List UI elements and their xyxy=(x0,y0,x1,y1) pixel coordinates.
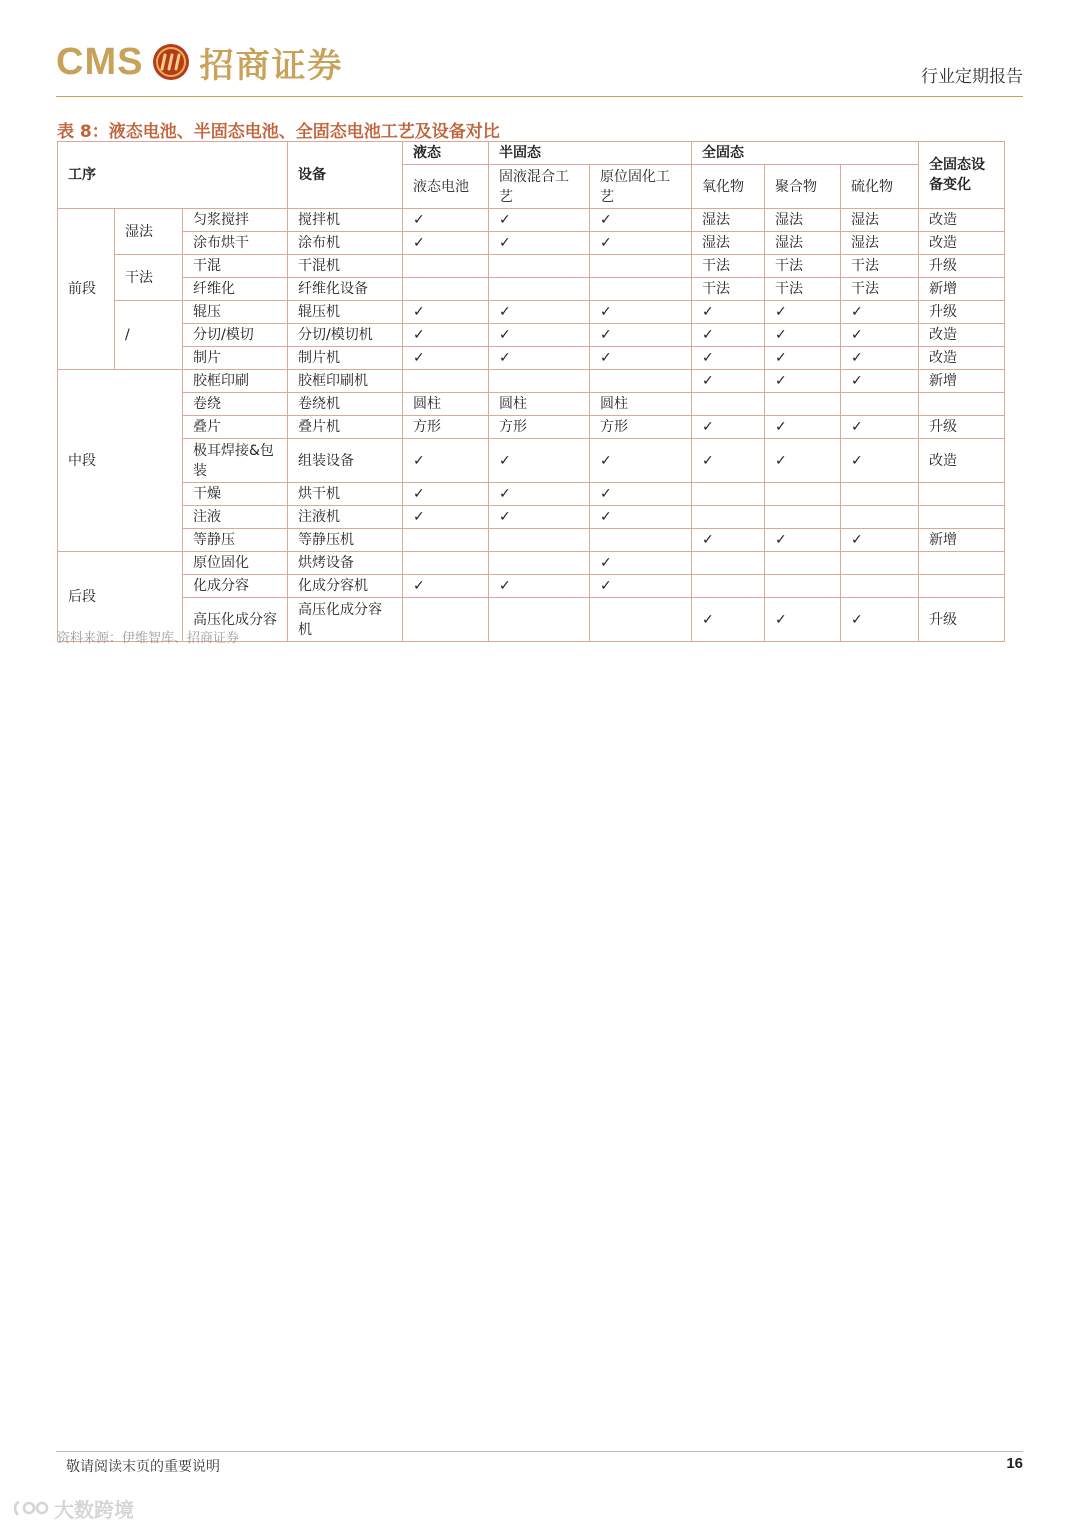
value-cell: ✓ xyxy=(765,529,841,552)
equipment-cell: 化成分容机 xyxy=(288,575,403,598)
value-cell xyxy=(692,552,765,575)
stage-middle: 中段 xyxy=(58,370,183,552)
table-row xyxy=(58,255,1005,278)
footer-disclaimer: 敬请阅读末页的重要说明 xyxy=(66,1459,220,1475)
equipment-cell: 卷绕机 xyxy=(288,393,403,416)
equipment-cell: 高压化成分容机 xyxy=(288,598,403,642)
value-cell: ✓ xyxy=(692,370,765,393)
change-cell: 新增 xyxy=(919,529,1005,552)
value-cell: ✓ xyxy=(841,301,919,324)
page-number: 16 xyxy=(1006,1455,1023,1472)
value-cell: ✓ xyxy=(841,416,919,439)
value-cell xyxy=(489,598,590,642)
method-none: / xyxy=(115,301,183,370)
table-row xyxy=(58,347,1005,370)
value-cell xyxy=(489,278,590,301)
value-cell xyxy=(403,598,489,642)
table-row xyxy=(58,278,1005,301)
value-cell xyxy=(841,552,919,575)
value-cell: ✓ xyxy=(590,552,692,575)
value-cell: ✓ xyxy=(403,232,489,255)
value-cell: ✓ xyxy=(489,483,590,506)
footer-divider xyxy=(56,1451,1023,1452)
value-cell: ✓ xyxy=(765,370,841,393)
method-dry: 干法 xyxy=(115,255,183,301)
value-cell xyxy=(590,255,692,278)
table-row xyxy=(58,324,1005,347)
value-cell xyxy=(489,370,590,393)
value-cell: ✓ xyxy=(692,598,765,642)
value-cell xyxy=(841,506,919,529)
value-cell: ✓ xyxy=(590,209,692,232)
logo-chinese-name: 招商证券 xyxy=(199,45,344,86)
value-cell xyxy=(765,483,841,506)
value-cell: 湿法 xyxy=(692,209,765,232)
value-cell: ✓ xyxy=(403,483,489,506)
equipment-cell: 制片机 xyxy=(288,347,403,370)
value-cell: 圆柱 xyxy=(403,393,489,416)
equipment-cell: 烘烤设备 xyxy=(288,552,403,575)
value-cell: ✓ xyxy=(489,324,590,347)
value-cell: 湿法 xyxy=(765,209,841,232)
process-cell: 纤维化 xyxy=(183,278,288,301)
header-sulfide: 硫化物 xyxy=(841,165,919,209)
value-cell xyxy=(403,370,489,393)
value-cell xyxy=(841,575,919,598)
value-cell: ✓ xyxy=(403,347,489,370)
equipment-cell: 注液机 xyxy=(288,506,403,529)
change-cell xyxy=(919,552,1005,575)
value-cell xyxy=(765,575,841,598)
value-cell: 湿法 xyxy=(841,232,919,255)
value-cell: ✓ xyxy=(841,598,919,642)
value-cell xyxy=(841,483,919,506)
value-cell xyxy=(590,529,692,552)
header-liquid: 液态 xyxy=(403,142,489,165)
value-cell: ✓ xyxy=(841,529,919,552)
comparison-table xyxy=(57,141,1005,642)
value-cell: ✓ xyxy=(489,575,590,598)
table-row xyxy=(58,232,1005,255)
value-cell: ✓ xyxy=(765,301,841,324)
equipment-cell: 辊压机 xyxy=(288,301,403,324)
value-cell xyxy=(403,552,489,575)
table-row xyxy=(58,529,1005,552)
change-cell xyxy=(919,393,1005,416)
table-source: 资料来源：伊维智库、招商证券 xyxy=(57,631,240,646)
equipment-cell: 搅拌机 xyxy=(288,209,403,232)
change-cell: 改造 xyxy=(919,324,1005,347)
process-cell: 涂布烘干 xyxy=(183,232,288,255)
value-cell: 湿法 xyxy=(765,232,841,255)
equipment-cell: 胶框印刷机 xyxy=(288,370,403,393)
value-cell xyxy=(489,552,590,575)
value-cell: ✓ xyxy=(590,575,692,598)
value-cell xyxy=(765,393,841,416)
value-cell: ✓ xyxy=(489,506,590,529)
value-cell: ✓ xyxy=(841,370,919,393)
process-cell: 匀浆搅拌 xyxy=(183,209,288,232)
value-cell: 干法 xyxy=(692,278,765,301)
value-cell: ✓ xyxy=(489,209,590,232)
table-row xyxy=(58,209,1005,232)
value-cell: 干法 xyxy=(841,278,919,301)
value-cell: ✓ xyxy=(841,324,919,347)
value-cell: 干法 xyxy=(765,255,841,278)
value-cell: ✓ xyxy=(489,232,590,255)
process-cell: 叠片 xyxy=(183,416,288,439)
value-cell xyxy=(841,393,919,416)
value-cell xyxy=(489,255,590,278)
value-cell: ✓ xyxy=(590,439,692,483)
table-title: 表 8：液态电池、半固态电池、全固态电池工艺及设备对比 xyxy=(57,122,500,142)
value-cell: ✓ xyxy=(489,439,590,483)
watermark-text: 大数跨境 xyxy=(54,1498,134,1522)
value-cell: ✓ xyxy=(692,347,765,370)
value-cell: ✓ xyxy=(403,506,489,529)
change-cell: 升级 xyxy=(919,598,1005,642)
process-cell: 胶框印刷 xyxy=(183,370,288,393)
header-all-solid: 全固态 xyxy=(692,142,919,165)
value-cell: ✓ xyxy=(692,301,765,324)
table-row xyxy=(58,439,1005,483)
stage-back: 后段 xyxy=(58,552,183,642)
process-cell: 分切/模切 xyxy=(183,324,288,347)
value-cell xyxy=(489,529,590,552)
header-liquid-battery: 液态电池 xyxy=(403,165,489,209)
value-cell: ✓ xyxy=(692,439,765,483)
value-cell: 方形 xyxy=(403,416,489,439)
change-cell: 升级 xyxy=(919,301,1005,324)
value-cell: ✓ xyxy=(765,324,841,347)
value-cell: ✓ xyxy=(590,301,692,324)
equipment-cell: 叠片机 xyxy=(288,416,403,439)
value-cell xyxy=(403,255,489,278)
process-cell: 干混 xyxy=(183,255,288,278)
stage-front: 前段 xyxy=(58,209,115,370)
value-cell: 湿法 xyxy=(692,232,765,255)
value-cell: ✓ xyxy=(590,506,692,529)
equipment-cell: 纤维化设备 xyxy=(288,278,403,301)
value-cell: ✓ xyxy=(489,347,590,370)
process-cell: 卷绕 xyxy=(183,393,288,416)
logo-emblem-icon xyxy=(151,42,191,82)
change-cell xyxy=(919,506,1005,529)
equipment-cell: 干混机 xyxy=(288,255,403,278)
change-cell: 新增 xyxy=(919,278,1005,301)
value-cell: ✓ xyxy=(692,324,765,347)
value-cell: 圆柱 xyxy=(590,393,692,416)
table-row xyxy=(58,506,1005,529)
equipment-cell: 等静压机 xyxy=(288,529,403,552)
change-cell: 升级 xyxy=(919,416,1005,439)
change-cell: 改造 xyxy=(919,209,1005,232)
process-cell: 等静压 xyxy=(183,529,288,552)
value-cell: ✓ xyxy=(403,209,489,232)
value-cell: ✓ xyxy=(765,598,841,642)
table-row xyxy=(58,575,1005,598)
logo-text: CMS xyxy=(56,40,144,83)
process-cell: 辊压 xyxy=(183,301,288,324)
change-cell xyxy=(919,483,1005,506)
value-cell: ✓ xyxy=(489,301,590,324)
process-cell: 极耳焊接&包装 xyxy=(183,439,288,483)
header-equipment: 设备 xyxy=(288,142,403,209)
value-cell xyxy=(692,393,765,416)
value-cell: 湿法 xyxy=(841,209,919,232)
report-type: 行业定期报告 xyxy=(921,67,1023,87)
value-cell xyxy=(765,506,841,529)
header-divider xyxy=(56,96,1023,97)
value-cell: 干法 xyxy=(765,278,841,301)
value-cell: ✓ xyxy=(403,301,489,324)
value-cell: 圆柱 xyxy=(489,393,590,416)
table-row xyxy=(58,416,1005,439)
value-cell: ✓ xyxy=(403,575,489,598)
table-row xyxy=(58,552,1005,575)
change-cell xyxy=(919,575,1005,598)
value-cell xyxy=(590,370,692,393)
process-cell: 干燥 xyxy=(183,483,288,506)
value-cell: ✓ xyxy=(590,483,692,506)
header-equipment-change: 全固态设备变化 xyxy=(919,142,1005,209)
value-cell xyxy=(692,506,765,529)
value-cell: 方形 xyxy=(489,416,590,439)
value-cell xyxy=(403,278,489,301)
value-cell: 干法 xyxy=(841,255,919,278)
value-cell: ✓ xyxy=(765,439,841,483)
change-cell: 改造 xyxy=(919,347,1005,370)
process-cell: 原位固化 xyxy=(183,552,288,575)
header-process: 工序 xyxy=(58,142,288,209)
value-cell xyxy=(590,598,692,642)
watermark xyxy=(12,1494,134,1523)
value-cell xyxy=(403,529,489,552)
value-cell xyxy=(692,483,765,506)
method-wet: 湿法 xyxy=(115,209,183,255)
equipment-cell: 烘干机 xyxy=(288,483,403,506)
change-cell: 升级 xyxy=(919,255,1005,278)
value-cell: ✓ xyxy=(841,439,919,483)
value-cell: ✓ xyxy=(403,439,489,483)
value-cell xyxy=(765,552,841,575)
value-cell: ✓ xyxy=(765,416,841,439)
value-cell xyxy=(590,278,692,301)
header-semi-insitu: 原位固化工艺 xyxy=(590,165,692,209)
value-cell xyxy=(692,575,765,598)
value-cell: ✓ xyxy=(590,347,692,370)
equipment-cell: 组装设备 xyxy=(288,439,403,483)
header-semi-mixed: 固液混合工艺 xyxy=(489,165,590,209)
value-cell: ✓ xyxy=(590,324,692,347)
value-cell: ✓ xyxy=(403,324,489,347)
brand-logo xyxy=(56,38,343,86)
header-row-top xyxy=(58,142,1005,165)
value-cell: ✓ xyxy=(590,232,692,255)
change-cell: 改造 xyxy=(919,232,1005,255)
table-row xyxy=(58,393,1005,416)
equipment-cell: 分切/模切机 xyxy=(288,324,403,347)
change-cell: 改造 xyxy=(919,439,1005,483)
equipment-cell: 涂布机 xyxy=(288,232,403,255)
table-row xyxy=(58,301,1005,324)
process-cell: 注液 xyxy=(183,506,288,529)
process-cell: 制片 xyxy=(183,347,288,370)
process-cell: 高压化成分容 xyxy=(183,598,288,642)
process-cell: 化成分容 xyxy=(183,575,288,598)
value-cell: 干法 xyxy=(692,255,765,278)
table-row xyxy=(58,370,1005,393)
value-cell: ✓ xyxy=(841,347,919,370)
value-cell: ✓ xyxy=(765,347,841,370)
header-oxide: 氧化物 xyxy=(692,165,765,209)
change-cell: 新增 xyxy=(919,370,1005,393)
header-polymer: 聚合物 xyxy=(765,165,841,209)
table-row xyxy=(58,483,1005,506)
value-cell: ✓ xyxy=(692,529,765,552)
value-cell: ✓ xyxy=(692,416,765,439)
header-semi-solid: 半固态 xyxy=(489,142,692,165)
value-cell: 方形 xyxy=(590,416,692,439)
watermark-icon xyxy=(12,1499,54,1519)
